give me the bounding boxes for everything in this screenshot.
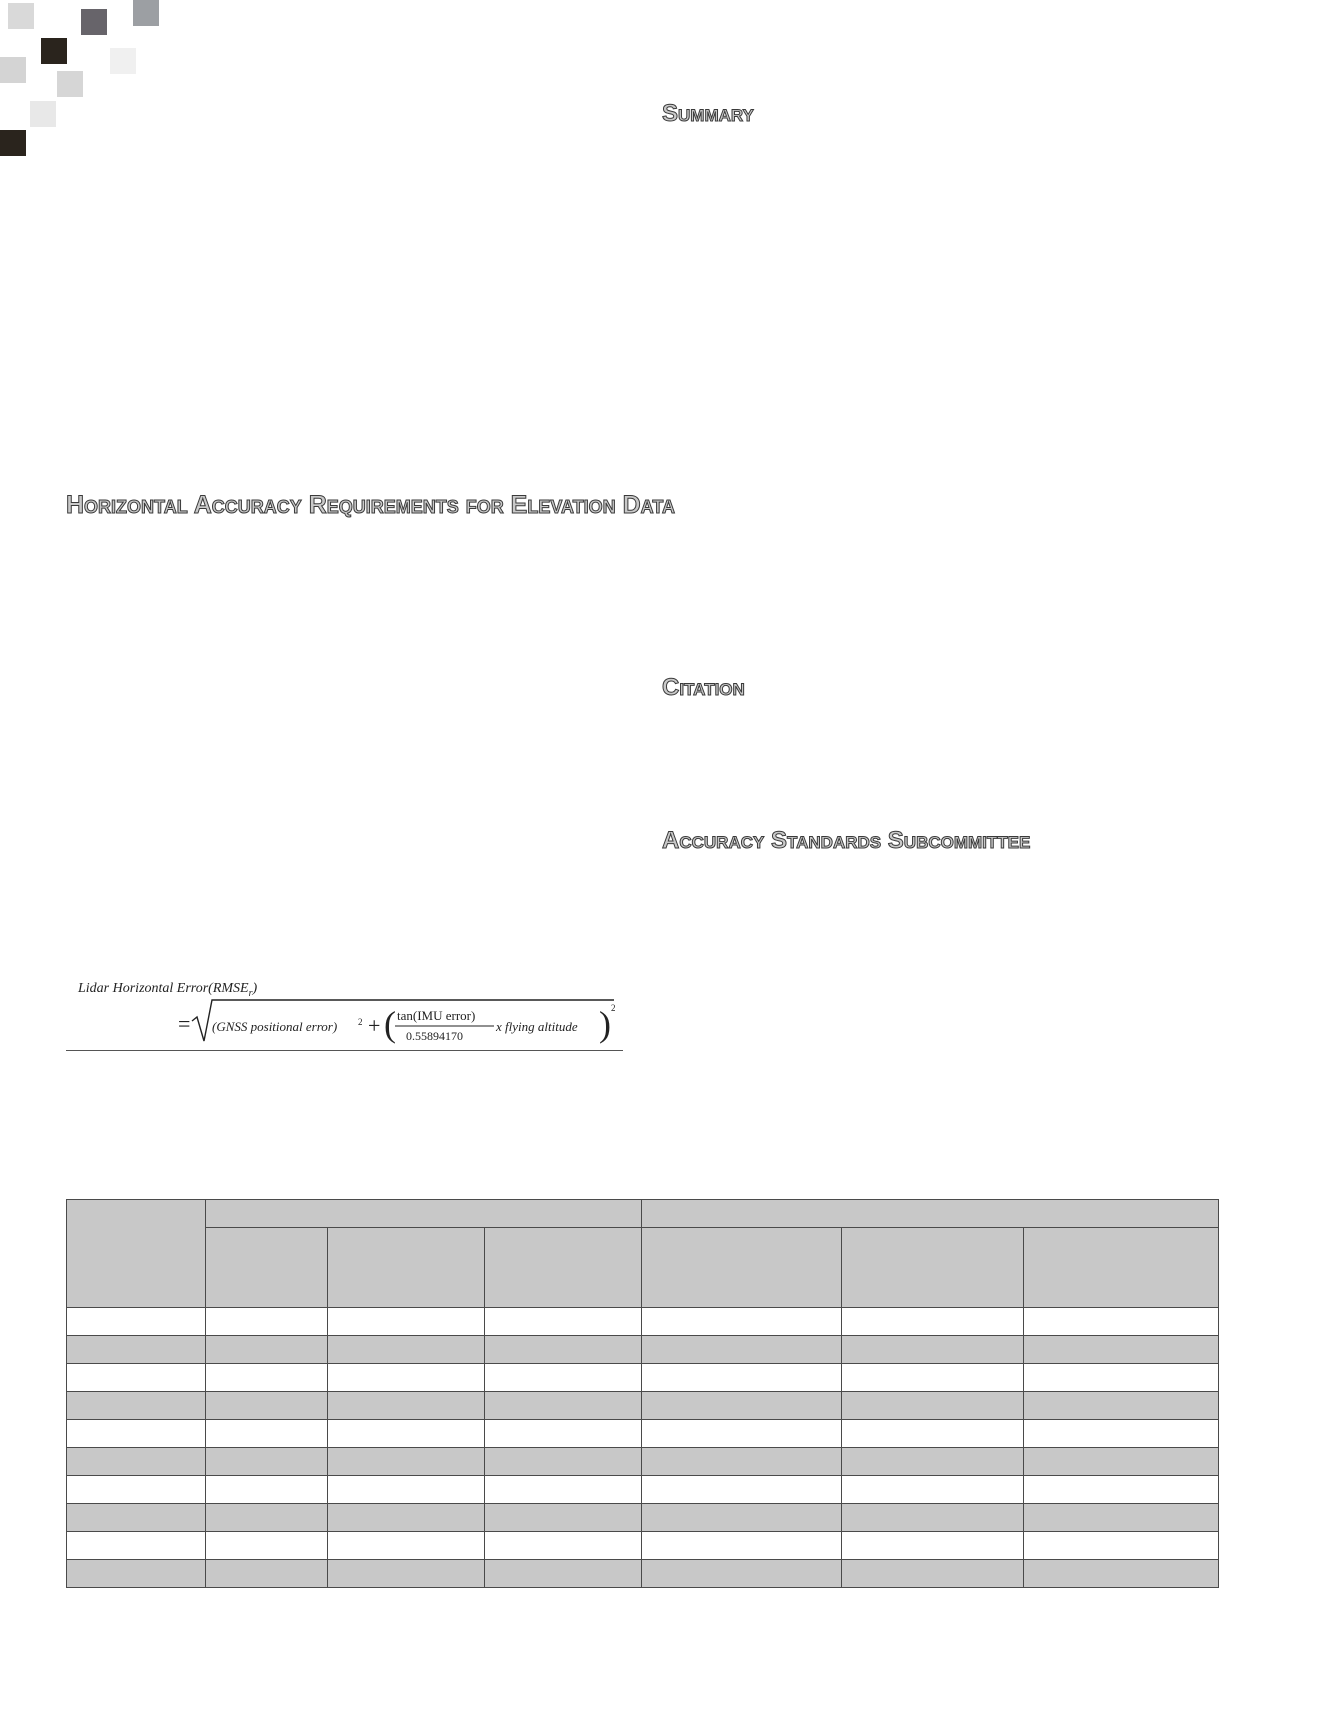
table-header-cell — [642, 1228, 842, 1308]
table-cell — [642, 1308, 842, 1336]
table-cell — [206, 1364, 328, 1392]
table-cell — [206, 1448, 328, 1476]
table-cell — [485, 1308, 642, 1336]
left-paren: ( — [384, 1004, 396, 1044]
formula-lhs-subscript: r — [248, 987, 253, 999]
table-cell — [67, 1308, 206, 1336]
table-cell — [67, 1504, 206, 1532]
decorative-square — [41, 38, 67, 64]
decorative-square — [30, 101, 56, 127]
table-cell — [642, 1392, 842, 1420]
table-cell — [67, 1560, 206, 1588]
table-cell — [842, 1504, 1024, 1532]
table-cell — [485, 1336, 642, 1364]
formula-lhs-text: Lidar Horizontal Error(RMSE — [78, 981, 249, 996]
lidar-horizontal-error-formula — [66, 975, 623, 1051]
table-header-cell — [328, 1228, 485, 1308]
table-cell — [328, 1476, 485, 1504]
decorative-square — [81, 9, 107, 35]
table-cell — [485, 1420, 642, 1448]
formula-plus: + — [368, 1013, 381, 1038]
table-cell — [206, 1532, 328, 1560]
formula-equals: = — [178, 1011, 191, 1036]
table-cell — [206, 1336, 328, 1364]
decorative-square — [57, 71, 83, 97]
decorative-square — [0, 130, 26, 156]
table-header-cell — [67, 1200, 206, 1308]
section-title-summary: Summary — [662, 100, 754, 127]
formula-underline — [66, 1050, 623, 1051]
table-cell — [328, 1420, 485, 1448]
table-row — [67, 1448, 1219, 1476]
table-body — [67, 1308, 1219, 1588]
table-cell — [328, 1504, 485, 1532]
table-cell — [485, 1392, 642, 1420]
table-row — [67, 1560, 1219, 1588]
table-cell — [842, 1532, 1024, 1560]
table-subheader-row — [67, 1228, 1219, 1308]
table-cell — [642, 1364, 842, 1392]
table-cell — [842, 1392, 1024, 1420]
table-header-cell — [206, 1228, 328, 1308]
table-row — [67, 1476, 1219, 1504]
table-row — [67, 1532, 1219, 1560]
table-cell — [485, 1364, 642, 1392]
table-header-cell — [485, 1228, 642, 1308]
table-cell — [1024, 1336, 1219, 1364]
table-cell — [642, 1336, 842, 1364]
table-cell — [328, 1560, 485, 1588]
table-cell — [842, 1560, 1024, 1588]
table-cell — [842, 1308, 1024, 1336]
table-cell — [842, 1476, 1024, 1504]
formula-numerator: tan(IMU error) — [397, 1008, 476, 1023]
table-cell — [206, 1476, 328, 1504]
table-cell — [642, 1420, 842, 1448]
table-cell — [1024, 1560, 1219, 1588]
table-cell — [485, 1504, 642, 1532]
table-cell — [842, 1364, 1024, 1392]
formula-denominator: 0.55894170 — [406, 1029, 463, 1043]
formula-outer-power: 2 — [611, 1003, 616, 1013]
section-title-citation: Citation — [662, 674, 745, 701]
table-cell — [206, 1308, 328, 1336]
section-title-subcommittee: Accuracy Standards Subcommittee — [662, 827, 1031, 854]
table-cell — [485, 1476, 642, 1504]
table-cell — [1024, 1308, 1219, 1336]
section-title-horizontal-accuracy: Horizontal Accuracy Requirements for Elevation Data — [66, 491, 676, 519]
table-row — [67, 1420, 1219, 1448]
table-cell — [67, 1532, 206, 1560]
table-cell — [1024, 1532, 1219, 1560]
table-cell — [485, 1532, 642, 1560]
table-cell — [485, 1448, 642, 1476]
table-cell — [67, 1364, 206, 1392]
table-cell — [67, 1476, 206, 1504]
formula-multiplier: x flying altitude — [496, 1019, 578, 1034]
table-cell — [842, 1448, 1024, 1476]
table-cell — [1024, 1392, 1219, 1420]
table-header-cell — [842, 1228, 1024, 1308]
table-cell — [1024, 1420, 1219, 1448]
table-cell — [328, 1308, 485, 1336]
table-cell — [1024, 1448, 1219, 1476]
table-cell — [1024, 1364, 1219, 1392]
table-cell — [67, 1420, 206, 1448]
table-cell — [67, 1448, 206, 1476]
table-cell — [842, 1420, 1024, 1448]
formula-term1-power: 2 — [358, 1017, 363, 1027]
right-paren: ) — [599, 1004, 611, 1044]
table-cell — [206, 1504, 328, 1532]
table-cell — [67, 1392, 206, 1420]
decorative-square — [110, 48, 136, 74]
formula-graphic — [66, 975, 623, 1051]
table-row — [67, 1336, 1219, 1364]
table-header-group-cell — [642, 1200, 1219, 1228]
table-cell — [1024, 1476, 1219, 1504]
decorative-square — [133, 0, 159, 26]
table-cell — [485, 1560, 642, 1588]
table-cell — [642, 1504, 842, 1532]
decorative-square — [8, 3, 34, 29]
table-cell — [642, 1448, 842, 1476]
table-header-row — [67, 1200, 1219, 1228]
table-cell — [328, 1392, 485, 1420]
table-row — [67, 1308, 1219, 1336]
table-cell — [206, 1420, 328, 1448]
table-cell — [328, 1364, 485, 1392]
data-table — [66, 1199, 1219, 1588]
table-cell — [67, 1336, 206, 1364]
table-header-group-cell — [206, 1200, 642, 1228]
table-row — [67, 1504, 1219, 1532]
table-row — [67, 1364, 1219, 1392]
table-cell — [642, 1476, 842, 1504]
table-cell — [328, 1336, 485, 1364]
table-cell — [206, 1560, 328, 1588]
table-cell — [1024, 1504, 1219, 1532]
table-cell — [328, 1448, 485, 1476]
table-cell — [328, 1532, 485, 1560]
formula-lhs-close: ) — [252, 981, 258, 996]
table-cell — [642, 1532, 842, 1560]
table-cell — [642, 1560, 842, 1588]
formula-term1: (GNSS positional error) — [212, 1019, 338, 1034]
table-header-cell — [1024, 1228, 1219, 1308]
table-row — [67, 1392, 1219, 1420]
table-cell — [842, 1336, 1024, 1364]
decorative-square — [0, 57, 26, 83]
table-cell — [206, 1392, 328, 1420]
